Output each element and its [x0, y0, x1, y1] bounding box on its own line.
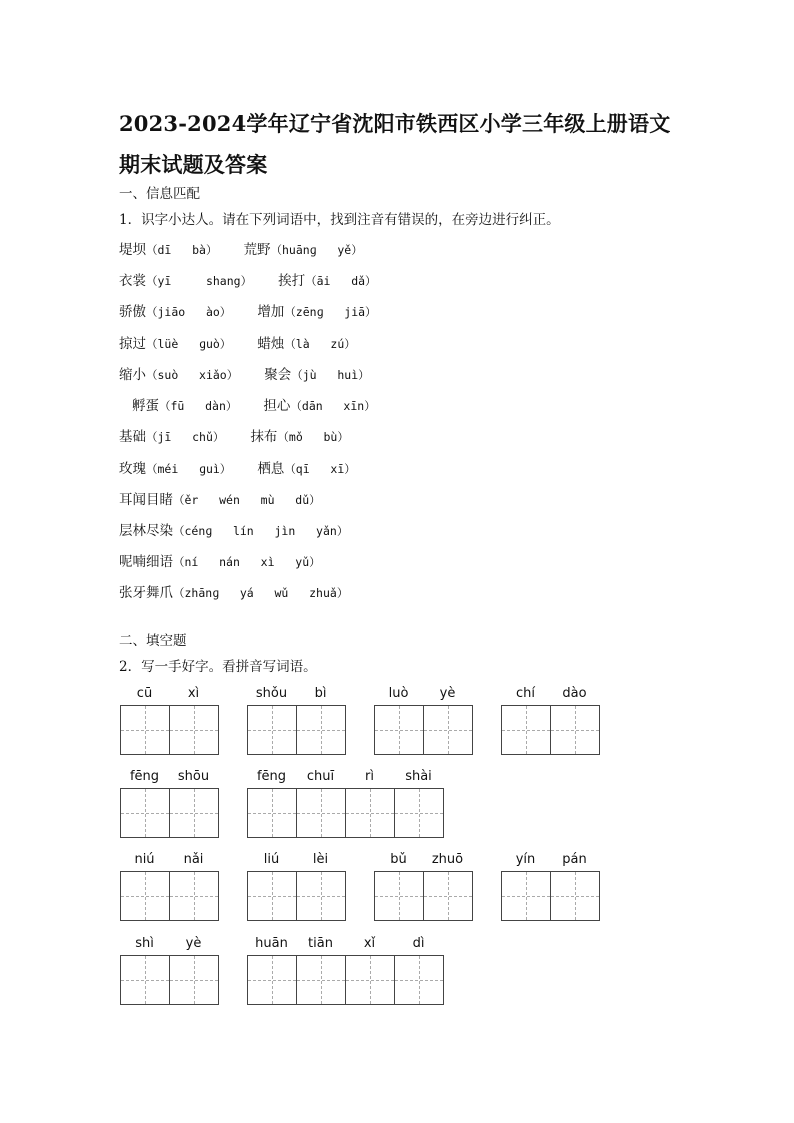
tianzige-grid — [374, 705, 473, 755]
pinyin-label: bǔ — [390, 852, 407, 867]
tianzige-grid — [247, 955, 444, 1005]
writing-cell[interactable] — [345, 788, 395, 838]
writing-cell[interactable] — [394, 788, 444, 838]
vocab-word: 堤坝 — [119, 242, 146, 258]
word-row — [119, 550, 321, 570]
vocab-word: 蜡烛 — [257, 336, 285, 352]
pinyin-label: zhuō — [431, 852, 464, 867]
tianzige-grid — [501, 705, 600, 755]
pinyin-label: bì — [314, 686, 327, 701]
writing-cell[interactable] — [120, 871, 170, 921]
writing-cell[interactable] — [374, 705, 424, 755]
pinyin-annotation: （suò xiǎo） — [146, 368, 239, 382]
pinyin-label: yè — [185, 936, 202, 951]
writing-cell[interactable] — [296, 955, 346, 1005]
tianzige-grid — [120, 705, 219, 755]
word-row — [119, 581, 348, 601]
pinyin-label: shōu — [177, 769, 210, 784]
section-1-heading: 一、信息匹配 — [119, 186, 200, 202]
writing-cell[interactable] — [247, 871, 297, 921]
pinyin-annotation: （jī chǔ） — [146, 430, 225, 444]
pinyin-label: shài — [405, 769, 432, 784]
vocab-word: 栖息 — [257, 461, 285, 477]
pinyin-label: xǐ — [363, 936, 376, 951]
tianzige-grid — [247, 788, 444, 838]
page-title: 2023-2024学年辽宁省沈阳市铁西区小学三年级上册语文期末试题及答案 — [119, 111, 671, 177]
writing-cell[interactable] — [247, 705, 297, 755]
pinyin-annotation: （āi dǎ） — [305, 274, 377, 288]
pinyin-label: cū — [136, 686, 153, 701]
pinyin-label: tiān — [308, 936, 333, 951]
pinyin-annotation: （fū dàn） — [159, 399, 238, 413]
pinyin-label: luò — [388, 686, 409, 701]
pinyin-label: pán — [562, 852, 587, 867]
writing-cell[interactable] — [345, 955, 395, 1005]
vocab-word: 抹布 — [250, 429, 278, 445]
pinyin-label: rì — [365, 769, 374, 784]
word-row — [119, 488, 321, 508]
writing-cell[interactable] — [550, 705, 600, 755]
pinyin-annotation: （ní nán xì yǔ） — [173, 555, 321, 569]
pinyin-annotation: （zēnɡ jiā） — [284, 305, 377, 319]
writing-cell[interactable] — [169, 955, 219, 1005]
word-row — [119, 519, 348, 539]
writing-cell[interactable] — [296, 788, 346, 838]
writing-cell[interactable] — [550, 871, 600, 921]
vocab-word: 层林尽染 — [119, 523, 173, 539]
vocab-word: 骄傲 — [119, 304, 146, 320]
vocab-word: 担心 — [263, 398, 291, 414]
writing-cell[interactable] — [296, 705, 346, 755]
tianzige-grid — [247, 871, 346, 921]
pinyin-annotation: （là zú） — [284, 337, 356, 351]
pinyin-label: nǎi — [183, 852, 204, 867]
word-row — [119, 457, 356, 477]
word-row — [119, 269, 377, 289]
pinyin-annotation: （ěr wén mù dǔ） — [173, 493, 321, 507]
pinyin-annotation: （lüè ɡuò） — [146, 337, 232, 351]
tianzige-grid — [501, 871, 600, 921]
vocab-word: 挨打 — [278, 273, 306, 289]
vocab-word: 缩小 — [119, 367, 146, 383]
tianzige-grid — [120, 955, 219, 1005]
writing-cell[interactable] — [169, 871, 219, 921]
pinyin-annotation: （dī bà） — [146, 243, 218, 257]
pinyin-annotation: （jiāo ào） — [146, 305, 232, 319]
pinyin-label: huān — [255, 936, 288, 951]
pinyin-label: niú — [134, 852, 155, 867]
pinyin-label: yè — [439, 686, 456, 701]
pinyin-label: yín — [515, 852, 536, 867]
vocab-word: 张牙舞爪 — [119, 585, 173, 601]
writing-cell[interactable] — [120, 705, 170, 755]
word-row — [132, 394, 376, 414]
pinyin-annotation: （huānɡ yě） — [270, 243, 363, 257]
vocab-word: 玫瑰 — [119, 461, 146, 477]
pinyin-annotation: （qī xī） — [284, 462, 356, 476]
writing-cell[interactable] — [394, 955, 444, 1005]
section-2-heading: 二、填空题 — [119, 633, 187, 649]
pinyin-label: fēng — [256, 769, 287, 784]
pinyin-label: liú — [263, 852, 280, 867]
pinyin-label: xì — [187, 686, 200, 701]
vocab-word: 耳闻目睹 — [119, 492, 173, 508]
pinyin-annotation: （cénɡ lín jìn yǎn） — [173, 524, 349, 538]
question-2-prompt: 2．写一手好字。看拼音写词语。 — [119, 659, 317, 675]
vocab-word: 基础 — [119, 429, 146, 445]
pinyin-label: lèi — [312, 852, 329, 867]
writing-cell[interactable] — [247, 955, 297, 1005]
vocab-word: 掠过 — [119, 336, 146, 352]
pinyin-label: fēng — [129, 769, 160, 784]
tianzige-grid — [247, 705, 346, 755]
pinyin-label: dì — [412, 936, 425, 951]
pinyin-annotation: （méi ɡuì） — [146, 462, 232, 476]
writing-cell[interactable] — [120, 788, 170, 838]
vocab-word: 荒野 — [243, 242, 271, 258]
pinyin-annotation: （dān xīn） — [290, 399, 376, 413]
vocab-word: 聚会 — [264, 367, 292, 383]
writing-cell[interactable] — [169, 705, 219, 755]
pinyin-label: chuī — [306, 769, 335, 784]
vocab-word: 孵蛋 — [132, 398, 159, 414]
writing-cell[interactable] — [423, 871, 473, 921]
writing-cell[interactable] — [247, 788, 297, 838]
writing-cell[interactable] — [423, 705, 473, 755]
question-1-prompt: 1．识字小达人。请在下列词语中，找到注音有错误的，在旁边进行纠正。 — [119, 212, 560, 228]
pinyin-annotation: （zhānɡ yá wǔ zhuǎ） — [173, 586, 349, 600]
writing-cell[interactable] — [501, 871, 551, 921]
vocab-word: 增加 — [257, 304, 285, 320]
writing-cell[interactable] — [120, 955, 170, 1005]
writing-cell[interactable] — [501, 705, 551, 755]
word-row — [119, 425, 349, 445]
pinyin-label: shǒu — [255, 686, 288, 701]
writing-cell[interactable] — [296, 871, 346, 921]
tianzige-grid — [374, 871, 473, 921]
word-row — [119, 300, 377, 320]
pinyin-annotation: （jù huì） — [291, 368, 370, 382]
vocab-word: 衣裳 — [119, 273, 146, 289]
pinyin-annotation: （mǒ bù） — [277, 430, 349, 444]
pinyin-label: chí — [516, 686, 535, 701]
pinyin-label: shì — [135, 936, 154, 951]
writing-cell[interactable] — [374, 871, 424, 921]
word-row — [119, 238, 363, 258]
tianzige-grid — [120, 788, 219, 838]
pinyin-label: dào — [562, 686, 587, 701]
pinyin-annotation: （yī shang） — [146, 274, 253, 288]
word-row — [119, 332, 356, 352]
vocab-word: 呢喃细语 — [119, 554, 173, 570]
writing-cell[interactable] — [169, 788, 219, 838]
tianzige-grid — [120, 871, 219, 921]
word-row — [119, 363, 370, 383]
